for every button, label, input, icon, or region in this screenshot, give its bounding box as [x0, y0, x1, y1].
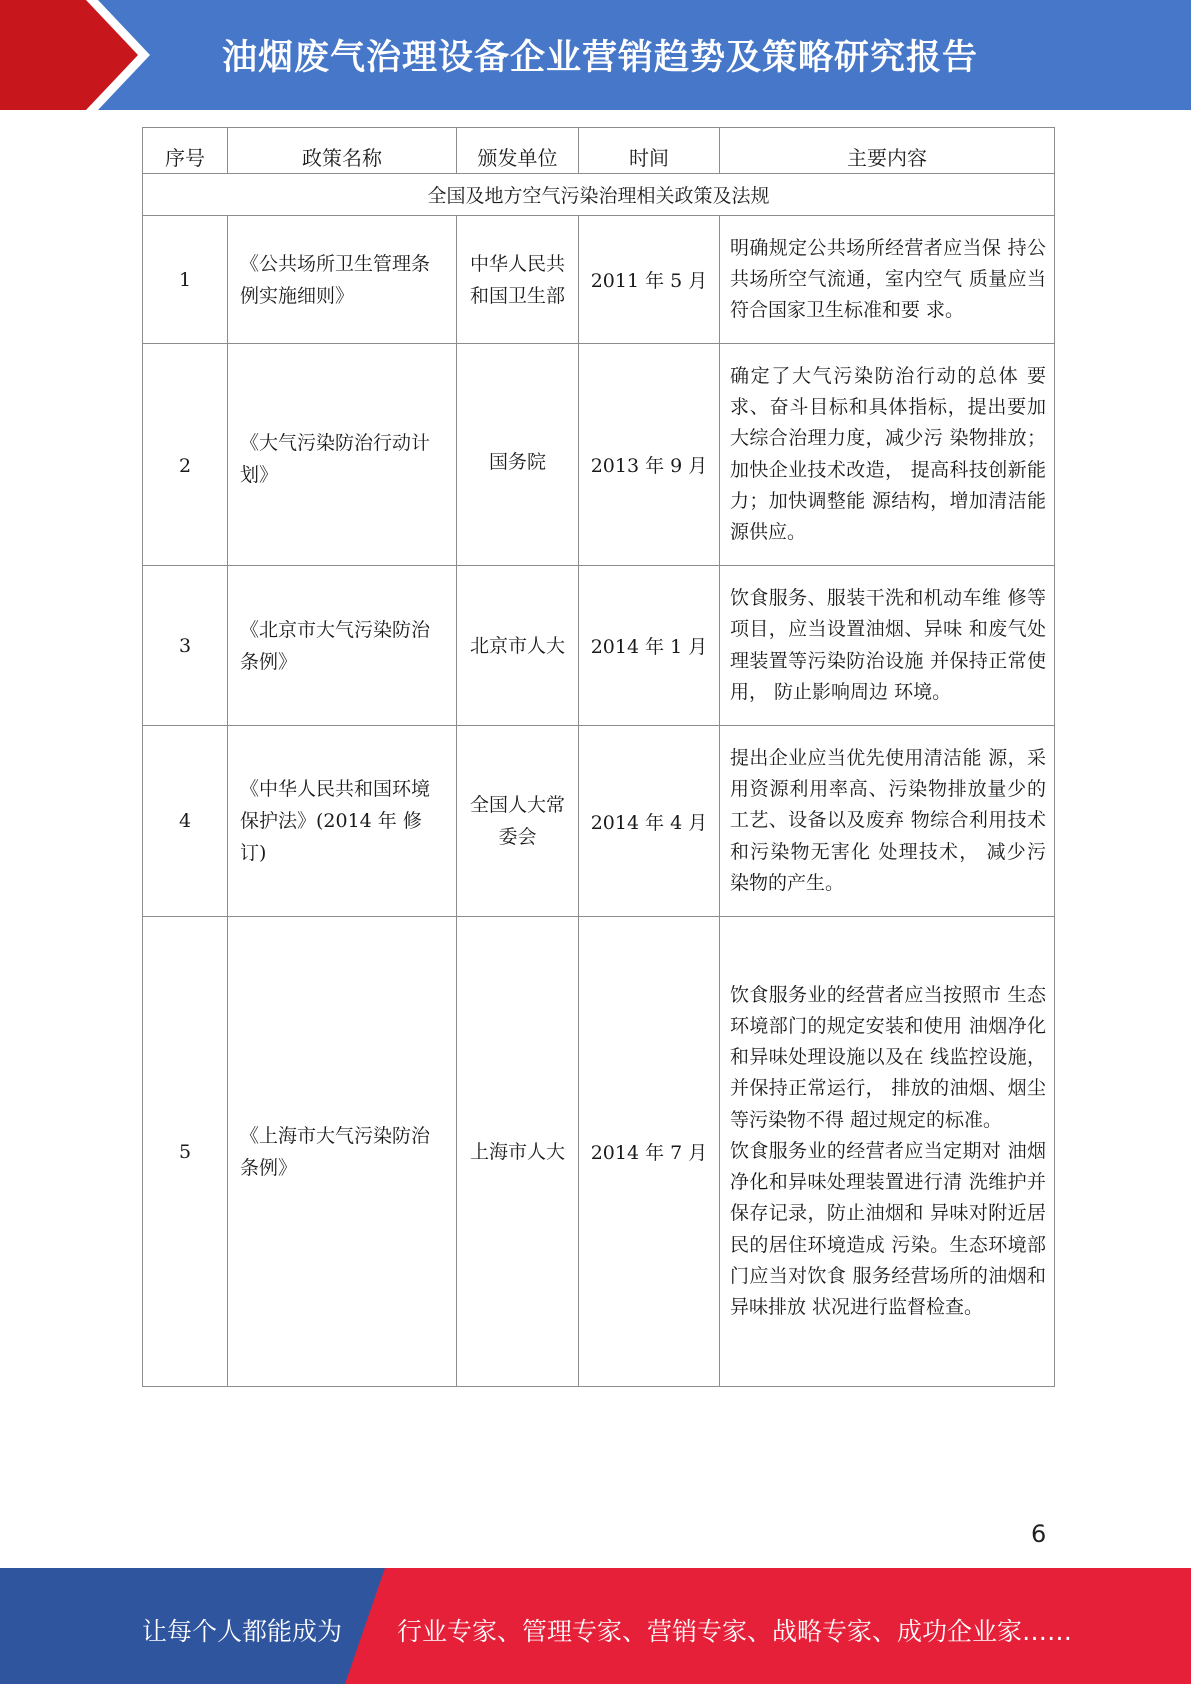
policy-name: 《公共场所卫生管理条例实施细则》 [228, 216, 457, 344]
column-header-no: 序号 [143, 128, 228, 174]
footer-banner [0, 1568, 1191, 1684]
issuer: 上海市人大 [457, 917, 579, 1387]
policy-name: 《大气污染防治行动计划》 [228, 344, 457, 566]
main-content [720, 917, 1055, 1387]
table-row [143, 344, 1055, 566]
slogan-left: 让每个人都能成为 [142, 1617, 343, 1646]
policy-name: 《中华人民共和国环境保护法》(2014 年 修订) [228, 726, 457, 917]
table-row [143, 917, 1055, 1387]
row-no: 3 [143, 566, 228, 726]
issue-date: 2014 年 4 月 [579, 726, 720, 917]
slogan-right: 行业专家、管理专家、营销专家、战略专家、成功企业家…… [397, 1617, 1073, 1646]
table-row [143, 566, 1055, 726]
issuer: 中华人民共和国卫生部 [457, 216, 579, 344]
table-header-row [143, 128, 1055, 174]
issuer: 全国人大常委会 [457, 726, 579, 917]
row-no: 1 [143, 216, 228, 344]
main-content: 确定了大气污染防治行动的总体 要求、奋斗目标和具体指标，提出要加大综合治理力度，减少污 染物排放；加快企业技术改造， 提高科技创新能力；加快调整能 源结构，增加清洁能源供应。 [720, 344, 1055, 566]
issuer: 国务院 [457, 344, 579, 566]
policy-name: 《北京市大气污染防治条例》 [228, 566, 457, 726]
section-row [143, 174, 1055, 216]
issue-date: 2013 年 9 月 [579, 344, 720, 566]
section-title: 全国及地方空气污染治理相关政策及法规 [143, 174, 1055, 216]
table-row [143, 216, 1055, 344]
main-content: 提出企业应当优先使用清洁能 源，采用资源利用率高、污染物排放量少的工艺、设备以及废弃 物综合利用技术和污染物无害化 处理技术， 减少污染物的产生。 [720, 726, 1055, 917]
column-header-date: 时间 [579, 128, 720, 174]
table-row [143, 726, 1055, 917]
column-header-content: 主要内容 [720, 128, 1055, 174]
row-no: 5 [143, 917, 228, 1387]
main-content: 明确规定公共场所经营者应当保 持公共场所空气流通，室内空气 质量应当符合国家卫生标准和要 求。 [720, 216, 1055, 344]
content-paragraph: 饮食服务业的经营者应当按照市 生态环境部门的规定安装和使用 油烟净化和异味处理设施以及在 线监控设施，并保持正常运行， 排放的油烟、烟尘等污染物不得 超过规定的标准。 [730, 983, 1046, 1131]
report-title: 油烟废气治理设备企业营销趋势及策略研究报告 [222, 38, 979, 78]
issue-date: 2011 年 5 月 [579, 216, 720, 344]
header-banner [0, 0, 1191, 110]
issue-date: 2014 年 1 月 [579, 566, 720, 726]
header-arrow-decoration [0, 0, 150, 110]
main-content: 饮食服务、服装干洗和机动车维 修等项目，应当设置油烟、异味 和废气处理装置等污染防治设施 并保持正常使用， 防止影响周边 环境。 [720, 566, 1055, 726]
policy-table [142, 127, 1055, 1387]
page-number: 6 [1031, 1520, 1047, 1548]
row-no: 4 [143, 726, 228, 917]
policy-name: 《上海市大气污染防治条例》 [228, 917, 457, 1387]
content-paragraph: 饮食服务业的经营者应当定期对 油烟净化和异味处理装置进行清 洗维护并保存记录，防止油烟和 异味对附近居民的居住环境造成 污染。生态环境部门应当对饮食 服务经营场所的油烟和异味排放 状况进行监督检查。 [730, 1139, 1046, 1318]
row-no: 2 [143, 344, 228, 566]
issue-date: 2014 年 7 月 [579, 917, 720, 1387]
issuer: 北京市人大 [457, 566, 579, 726]
column-header-name: 政策名称 [228, 128, 457, 174]
column-header-issuer: 颁发单位 [457, 128, 579, 174]
